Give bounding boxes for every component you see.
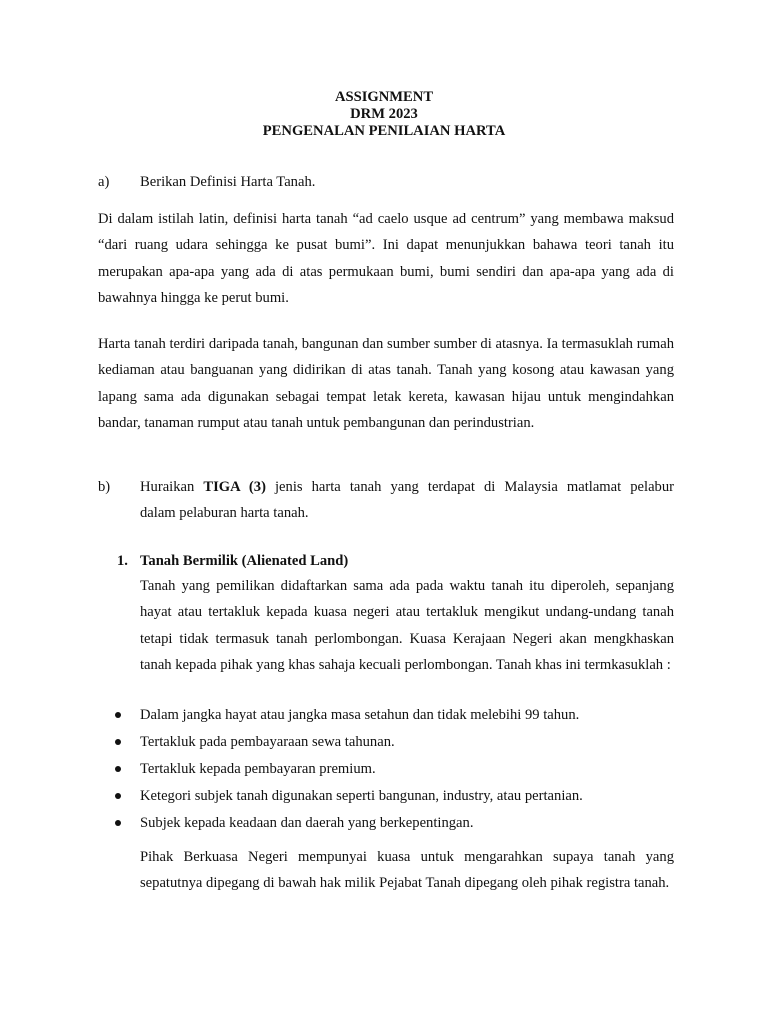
bullet-item: Subjek kepada keadaan dan daerah yang berkepentingan. [140,815,474,831]
bullet-item: Dalam jangka hayat atau jangka masa setahun dan tidak melebihi 99 tahun. [140,707,580,723]
section-a-paragraph-2: Harta tanah terdiri daripada tanah, bangunan dan sumber sumber di atasnya. Ia termasuklah rumah kediaman atau banguanan yang didirikan di atas tanah. Tanah yang kosong atau kawasan yang lapang sama ada digunakan sebagai tempat letak kereta, kawasan hijau untuk mengindahkan bandar, tanaman rumput atau tanah untuk pembangunan dan perindustrian. [98,336,674,431]
section-b-question [140,477,674,497]
bullet-item: Ketegori subjek tanah digunakan seperti bangunan, industry, atau pertanian. [140,788,583,804]
course-title: PENGENALAN PENILAIAN HARTA [262,123,506,139]
bullet-icon [115,739,121,745]
question-text-pre: Huraikan [140,479,204,495]
item-1-number: 1. [117,553,128,569]
assignment-title: ASSIGNMENT [334,89,434,105]
bullet-icon [115,712,121,718]
section-b-question-line-2: dalam pelaburan harta tanah. [140,505,309,521]
item-1-heading: Tanah Bermilik (Alienated Land) [140,553,349,569]
section-a-question: Berikan Definisi Harta Tanah. [140,174,316,190]
item-1-paragraph: Tanah yang pemilikan didaftarkan sama ada pada waktu tanah itu diperoleh, sepanjang hayat atau tertakluk kepada kuasa negeri atau tertakluk mengikut undang-undang tanah tetapi tidak termasuk tanah perlombongan. Kuasa Kerajaan Negeri akan mengkhaskan tanah kepada pihak yang khas sahaja kecuali perlombongan. Tanah khas ini termkasuklah : [140,578,674,673]
section-a-paragraph-1: Di dalam istilah latin, definisi harta tanah “ad caelo usque ad centrum” yang membawa maksud “dari ruang udara sehingga ke pusat bumi”. Ini dapat menunjukkan bahawa teori tanah itu merupakan apa-apa yang ada di atas permukaan bumi, bumi sendiri dan apa-apa yang ada di bawahnya hingga ke perut bumi. [98,211,674,306]
section-b-marker: b) [98,479,111,495]
bullet-icon [115,793,121,799]
bullet-icon [115,766,121,772]
question-emphasis: TIGA (3) [203,479,266,495]
course-code: DRM 2023 [350,106,418,122]
item-1-closing-paragraph: Pihak Berkuasa Negeri mempunyai kuasa untuk mengarahkan supaya tanah yang sepatutnya dipegang di bawah hak milik Pejabat Tanah dipegang oleh pihak registra tanah. [140,849,674,892]
bullet-item: Tertakluk kepada pembayaran premium. [140,761,376,777]
question-text-post: jenis harta tanah yang terdapat di Malaysia matlamat pelabur [265,479,675,495]
bullet-item: Tertakluk pada pembayaraan sewa tahunan. [140,734,395,750]
bullet-icon [115,820,121,826]
section-a-marker: a) [98,174,110,190]
